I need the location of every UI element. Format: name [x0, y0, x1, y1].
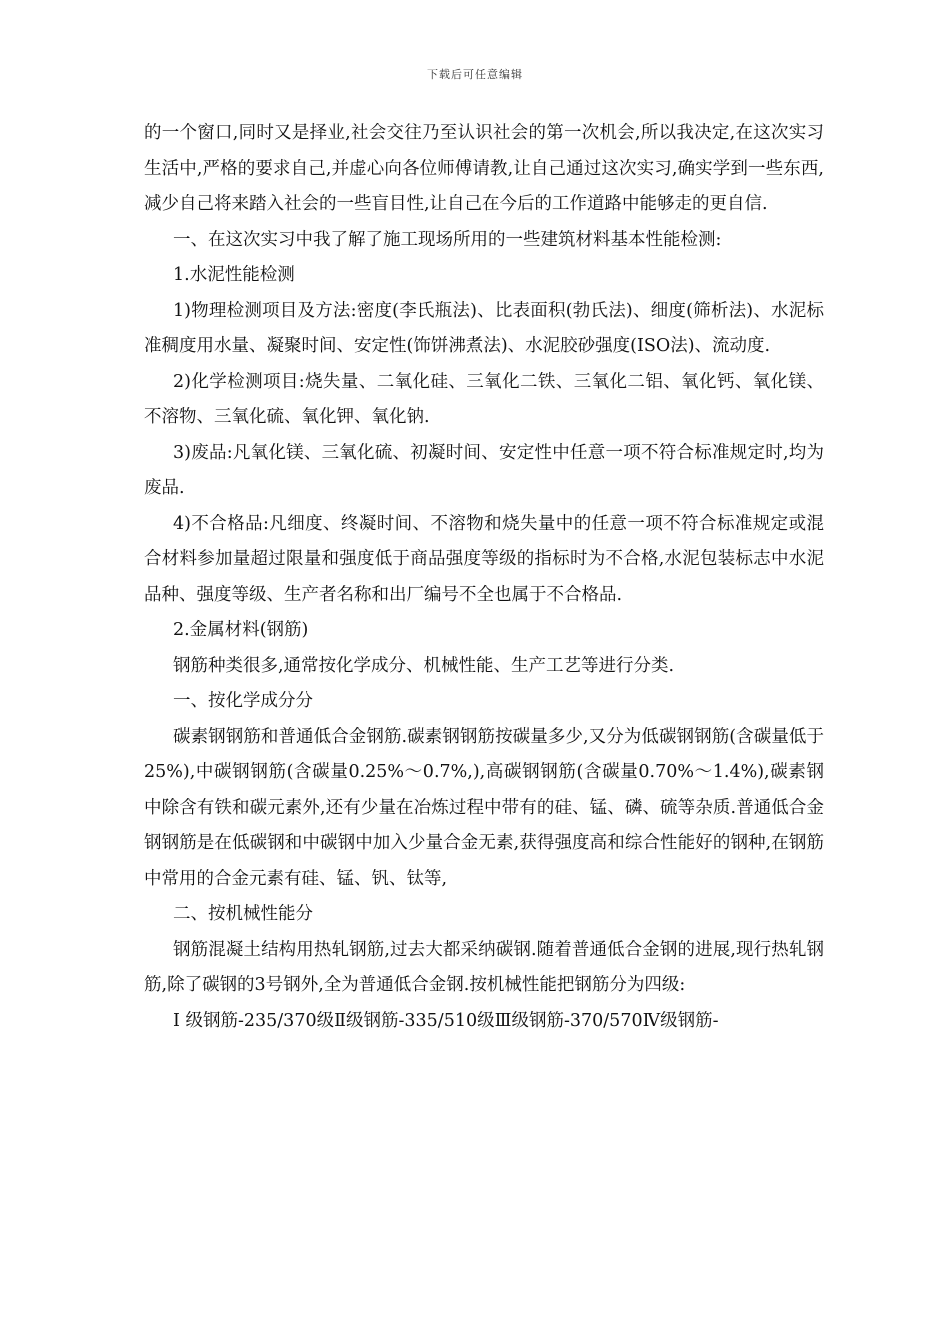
section-heading-cement: 1.水泥性能检测 — [173, 265, 295, 285]
subheading-chemical: 一、按化学成分分 — [173, 691, 313, 711]
paragraph-physical-tests: 1)物理检测项目及方法:密度(李氏瓶法)、比表面积(勃氏法)、细度(筛析法)、水泥标准稠度用水量、凝聚时间、安定性(饰饼沸煮法)、水泥胶砂强度(ISO法)、流动度. — [144, 300, 824, 356]
paragraph-2: 一、在这次实习中我了解了施工现场所用的一些建筑材料基本性能检测: — [173, 229, 722, 250]
paragraph-chemical-tests: 2)化学检测项目:烧失量、二氧化硅、三氧化二铁、三氧化二铝、氧化钙、氧化镁、不溶物、三氧化硫、氧化钾、氧化钠. — [144, 371, 824, 427]
paragraph-carbon-steel: 碳素钢钢筋和普通低合金钢筋.碳素钢钢筋按碳量多少,又分为低碳钢钢筋(含碳量低于25%),中碳钢钢筋(含碳量0.25%～0.7%,),高碳钢钢筋(含碳量0.70%～1.4%),碳素钢中除含有铁和碳元素外,还有少量在冶炼过程中带有的硅、锰、磷、硫等杂质.普通低合金钢钢筋是在低碳钢和中碳钢中加入少量合金无素,获得强度高和综合性能好的钢种,在钢筋中常用的合金元素有硅、锰、钒、钛等, — [144, 726, 824, 889]
document-body — [144, 116, 824, 1039]
paragraph-nonconforming: 4)不合格品:凡细度、终凝时间、不溶物和烧失量中的任意一项不符合标准规定或混合材料参加量超过限量和强度低于商品强度等级的指标时为不合格,水泥包装标志中水泥品种、强度等级、生产者名称和出厂编号不全也属于不合格品. — [144, 513, 824, 605]
section-heading-metal: 2.金属材料(钢筋) — [173, 620, 309, 640]
paragraph-hot-rolled: 钢筋混凝土结构用热轧钢筋,过去大都采纳碳钢.随着普通低合金钢的进展,现行热轧钢筋,除了碳钢的3号钢外,全为普通低合金钢.按机械性能把钢筋分为四级: — [144, 939, 824, 995]
paragraph-waste: 3)废品:凡氧化镁、三氧化硫、初凝时间、安定性中任意一项不符合标准规定时,均为废品. — [144, 442, 824, 498]
paragraph-1: 的一个窗口,同时又是择业,社会交往乃至认识社会的第一次机会,所以我决定,在这次实习生活中,严格的要求自己,并虚心向各位师傅请教,让自己通过这次实习,确实学到一些东西,减少自己将来踏入社会的一些盲目性,让自己在今后的工作道路中能够走的更自信. — [144, 123, 824, 214]
paragraph-rebar-types: 钢筋种类很多,通常按化学成分、机械性能、生产工艺等进行分类. — [173, 655, 675, 676]
page-header: 下载后可任意编辑 — [427, 68, 523, 81]
paragraph-grades: Ⅰ 级钢筋-235/370级Ⅱ级钢筋-335/510级Ⅲ级钢筋-370/570Ⅳ级钢筋- — [173, 1010, 719, 1031]
subheading-mechanical: 二、按机械性能分 — [173, 904, 313, 924]
